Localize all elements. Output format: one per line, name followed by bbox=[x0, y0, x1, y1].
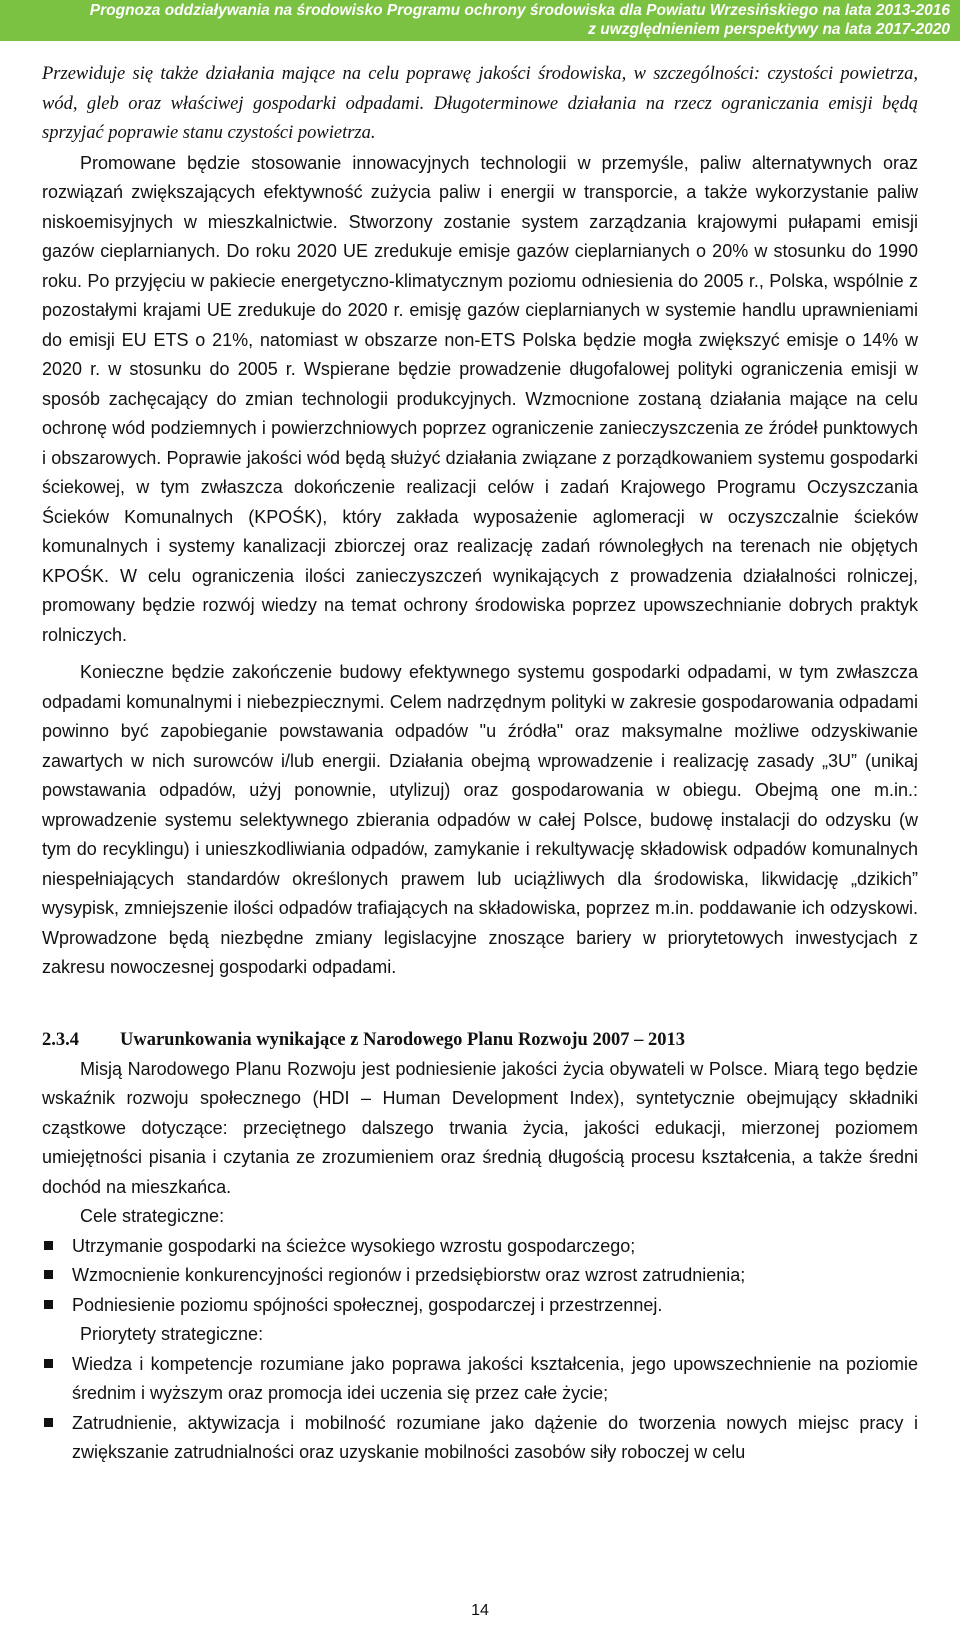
priorities-label: Priorytety strategiczne: bbox=[80, 1324, 264, 1344]
document-body bbox=[42, 60, 918, 1468]
list-item: Utrzymanie gospodarki na ścieżce wysokiego wzrostu gospodarczego; bbox=[42, 1232, 918, 1262]
goals-label: Cele strategiczne: bbox=[80, 1206, 225, 1226]
section-heading bbox=[42, 1025, 918, 1055]
bullet-square-icon bbox=[44, 1270, 53, 1279]
list-item: Wiedza i kompetencje rozumiane jako poprawa jakości kształcenia, jego upowszechnienie na poziomie średnim i wyższym oraz promocja idei uczenia się przez całe życie; bbox=[42, 1350, 918, 1409]
section-title: Uwarunkowania wynikające z Narodowego Planu Rozwoju 2007 – 2013 bbox=[120, 1029, 685, 1050]
header-title-line-2: z uwzględnieniem perspektywy na lata 2017-2020 bbox=[588, 21, 950, 38]
bullet-square-icon bbox=[44, 1418, 53, 1427]
bullet-square-icon bbox=[44, 1241, 53, 1250]
section-paragraph: Misją Narodowego Planu Rozwoju jest podniesienie jakości życia obywateli w Polsce. Miarą tego będzie wskaźnik rozwoju społecznego (HDI – Human Development Index), syntetycznie obejmujący składniki cząstkowe dotyczące: przeciętnego dalszego trwania życia, jakości edukacji, mierzonej poziomem umiejętności pisania i czytania ze zrozumieniem oraz średnią długością procesu kształcenia, a także średni dochód na mieszkańca. bbox=[42, 1058, 918, 1197]
waste-paragraph: Konieczne będzie zakończenie budowy efektywnego systemu gospodarki odpadami, w tym zwłaszcza odpadami komunalnymi i niebezpiecznymi. Celem nadrzędnym polityki w zakresie gospodarowania odpadami powinno być zapobieganie powstawania odpadów "u źródła" oraz maksymalne możliwe odzyskiwanie zawartych w nich surowców i/lub energii. Działania obejmą wprowadzenie i realizację zasady „3U” (unikaj powstawania odpadów, użyj ponownie, utylizuj) oraz gospodarowania w obiegu. Obejmą one m.in.: wprowadzenie systemu selektywnego zbierania odpadów w całej Polsce, budowę instalacji do odzysku (w tym do recyklingu) i unieszkodliwiania odpadów, zamykanie i rekultywację składowisk odpadów komunalnych niespełniających standardów określonych prawem lub uciążliwych dla środowiska, likwidację „dzikich” wysypisk, zmniejszenie ilości odpadów trafiających na składowiska, poprzez m.in. poddawanie ich odzyskowi. Wprowadzone będą niezbędne zmiany legislacyjne znoszące bariery w priorytetowych inwestycjach z zakresu nowoczesnej gospodarki odpadami. bbox=[42, 662, 918, 977]
list-item: Wzmocnienie konkurencyjności regionów i przedsiębiorstw oraz wzrost zatrudnienia; bbox=[42, 1261, 918, 1291]
page-number: 14 bbox=[471, 1602, 489, 1619]
list-item: Podniesienie poziomu spójności społecznej, gospodarczej i przestrzennej. bbox=[42, 1291, 918, 1321]
bullet-square-icon bbox=[44, 1359, 53, 1368]
section-number: 2.3.4 bbox=[42, 1029, 79, 1050]
list-item: Zatrudnienie, aktywizacja i mobilność rozumiane jako dążenie do tworzenia nowych miejsc pracy i zwiększanie zatrudnialności oraz uzyskanie mobilności zasobów siły roboczej w celu bbox=[42, 1409, 918, 1468]
intro-paragraph: Przewiduje się także działania mające na celu poprawę jakości środowiska, w szczególności: czystości powietrza, wód, gleb oraz właściwej gospodarki odpadami. Długoterminowe działania na rzecz ograniczania emisji będą sprzyjać poprawie stanu czystości powietrza. bbox=[42, 64, 918, 143]
priorities-list bbox=[42, 1350, 918, 1468]
emissions-paragraph: Promowane będzie stosowanie innowacyjnych technologii w przemyśle, paliw alternatywnych oraz rozwiązań zwiększających efektywność zużycia paliw i energii w transporcie, a także wykorzystanie paliw niskoemisyjnych w mieszkalnictwie. Stworzony zostanie system zarządzania krajowymi pułapami emisji gazów cieplarnianych. Do roku 2020 UE zredukuje emisje gazów cieplarnianych o 20% w stosunku do 1990 roku. Po przyjęciu w pakiecie energetyczno-klimatycznym poziomu odniesienia do 2005 r., Polska, wspólnie z pozostałymi krajami UE zredukuje do 2020 r. emisję gazów cieplarnianych w systemie handlu uprawnieniami do emisji EU ETS o 21%, natomiast w obszarze non-ETS Polska będzie mogła zwiększyć emisje o 14% w 2020 r. w stosunku do 2005 r. Wspierane będzie prowadzenie długofalowej polityki ograniczenia emisji w sposób zachęcający do zmian technologii produkcyjnych. Wzmocnione zostaną działania mające na celu ochronę wód podziemnych i powierzchniowych poprzez ograniczenie zanieczyszczenia ze źródeł punktowych i obszarowych. Poprawie jakości wód będą służyć działania związane z porządkowaniem systemu gospodarki ściekowej, w tym zwłaszcza dokończenie realizacji celów i zadań Krajowego Programu Oczyszczania Ścieków Komunalnych (KPOŚK), który zakłada wyposażenie aglomeracji w oczyszczalnie ścieków komunalnych i systemy kanalizacji zbiorczej oraz realizację zadań równoległych na terenach nie objętych KPOŚK. W celu ograniczenia ilości zanieczyszczeń wynikających z prowadzenia działalności rolniczej, promowany będzie rozwój wiedzy na temat ochrony środowiska poprzez upowszechnianie dobrych praktyk rolniczych. bbox=[42, 152, 918, 645]
document-header bbox=[0, 0, 960, 41]
header-title-line-1: Prognoza oddziaływania na środowisko Programu ochrony środowiska dla Powiatu Wrzesińskiego na lata 2013-2016 bbox=[89, 2, 950, 19]
goals-list bbox=[42, 1232, 918, 1321]
bullet-square-icon bbox=[44, 1300, 53, 1309]
